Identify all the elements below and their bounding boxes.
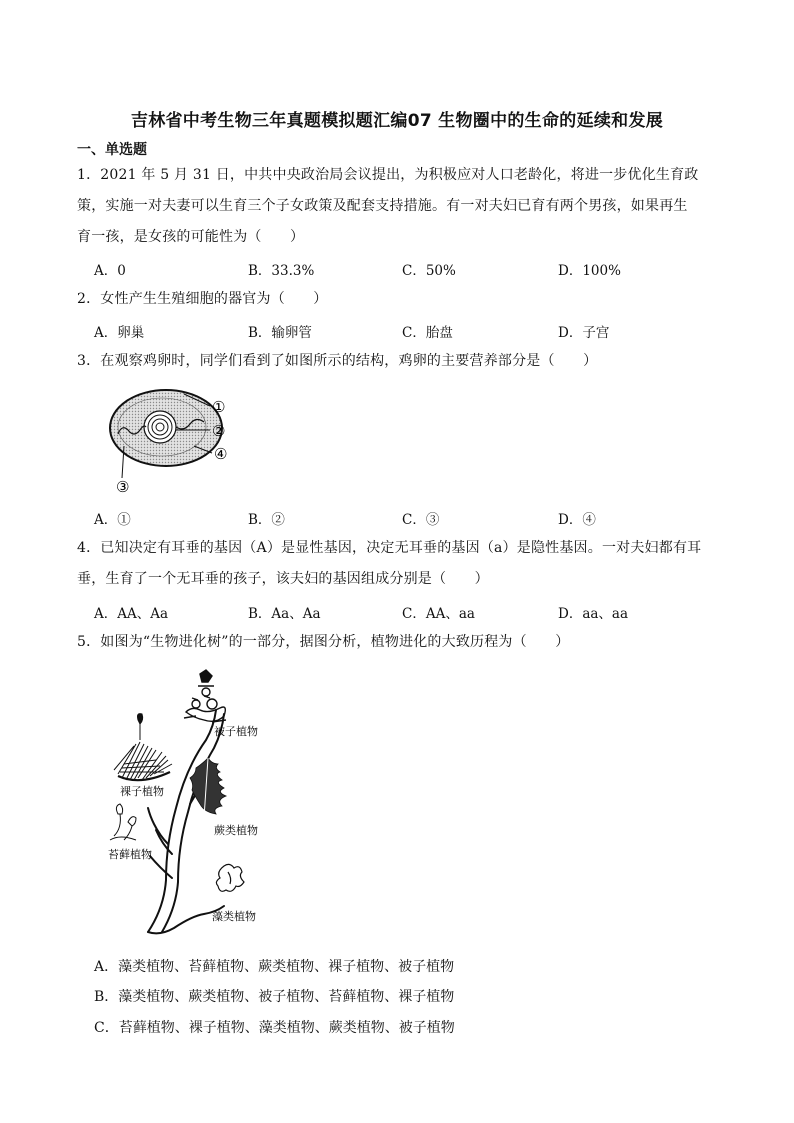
question-1-options: [94, 259, 734, 283]
question-2-options: [94, 321, 734, 345]
question-1-option-b[interactable]: B．33.3%: [248, 263, 315, 279]
question-4-line-1: 4．已知决定有耳垂的基因（A）是显性基因，决定无耳垂的基因（a）是隐性基因。一对夫妇都有耳: [77, 540, 702, 556]
question-4-line-2: 垂，生育了一个无耳垂的孩子，该夫妇的基因组成分别是（ ）: [77, 571, 489, 587]
question-5-stem: [77, 627, 717, 658]
egg-label-4: ④: [214, 445, 228, 463]
plant-label-angiosperm: 被子植物: [214, 725, 258, 738]
question-3-option-b[interactable]: B．②: [248, 512, 285, 528]
question-4-stem: [77, 533, 717, 595]
question-1-option-a[interactable]: A．0: [94, 263, 126, 279]
question-1-stem: [77, 160, 717, 253]
question-2-line-1: 2．女性产生生殖细胞的器官为（ ）: [77, 291, 328, 307]
question-3-options: [94, 508, 734, 532]
question-4-option-c[interactable]: C．AA、aa: [402, 606, 475, 622]
egg-structure-figure: [104, 386, 274, 498]
question-4-option-b[interactable]: B．Aa、Aa: [248, 606, 321, 622]
question-5-option-a[interactable]: A．藻类植物、苔藓植物、蕨类植物、裸子植物、被子植物: [94, 959, 455, 975]
plant-evolution-tree-figure: [100, 668, 280, 942]
question-4-option-d[interactable]: D．aa、aa: [558, 606, 629, 622]
question-5-option-b[interactable]: B．藻类植物、蕨类植物、被子植物、苔藓植物、裸子植物: [94, 989, 455, 1005]
question-3-option-c[interactable]: C．③: [402, 512, 440, 528]
egg-yolk: [144, 411, 176, 443]
question-3-line-1: 3．在观察鸡卵时，同学们看到了如图所示的结构，鸡卵的主要营养部分是（ ）: [77, 353, 598, 369]
egg-label-2: ②: [212, 422, 226, 440]
question-3-option-d[interactable]: D．④: [558, 512, 596, 528]
question-2-option-b[interactable]: B．输卵管: [248, 325, 312, 341]
question-4-option-a[interactable]: A．AA、Aa: [94, 606, 169, 622]
question-1-line-3: 育一孩，是女孩的可能性为（ ）: [77, 229, 305, 245]
egg-label-3: ③: [116, 478, 130, 496]
fern-drawing: [190, 758, 226, 818]
plant-label-fern: 蕨类植物: [214, 824, 258, 837]
plant-label-algae: 藻类植物: [212, 910, 256, 923]
egg-label-1: ①: [212, 398, 226, 416]
tree-trunk: [148, 710, 224, 933]
question-1-line-1: 1．2021 年 5 月 31 日，中共中央政治局会议提出，为积极应对人口老龄化，将进一步优化生育政: [77, 167, 699, 183]
section-heading: 一、单选题: [77, 142, 147, 158]
question-1-line-2: 策，实施一对夫妻可以生育三个子女政策及配套支持措施。有一对夫妇已育有两个男孩，如果再生: [77, 198, 688, 214]
question-3-stem: [77, 346, 717, 377]
question-5-line-1: 5．如图为“生物进化树”的一部分，据图分析，植物进化的大致历程为（ ）: [77, 634, 570, 650]
angiosperm-drawing: [184, 670, 226, 722]
question-2-option-d[interactable]: D．子宫: [558, 325, 610, 341]
question-3-option-a[interactable]: A．①: [94, 512, 131, 528]
question-2-option-a[interactable]: A．卵巢: [94, 325, 145, 341]
page-title: 吉林省中考生物三年真题模拟题汇编07 生物圈中的生命的延续和发展: [130, 111, 664, 131]
question-4-options: [94, 602, 734, 626]
question-2-stem: [77, 284, 717, 315]
plant-label-gymnosperm: 裸子植物: [120, 785, 164, 798]
question-5-option-c[interactable]: C．苔藓植物、裸子植物、藻类植物、蕨类植物、被子植物: [94, 1020, 455, 1036]
algae-drawing: [216, 864, 244, 891]
gymnosperm-drawing: [114, 714, 172, 781]
question-1-option-d[interactable]: D．100%: [558, 263, 621, 279]
question-1-option-c[interactable]: C．50%: [402, 263, 456, 279]
moss-drawing: [110, 804, 136, 840]
plant-label-moss: 苔藓植物: [108, 848, 152, 861]
question-2-option-c[interactable]: C．胎盘: [402, 325, 453, 341]
